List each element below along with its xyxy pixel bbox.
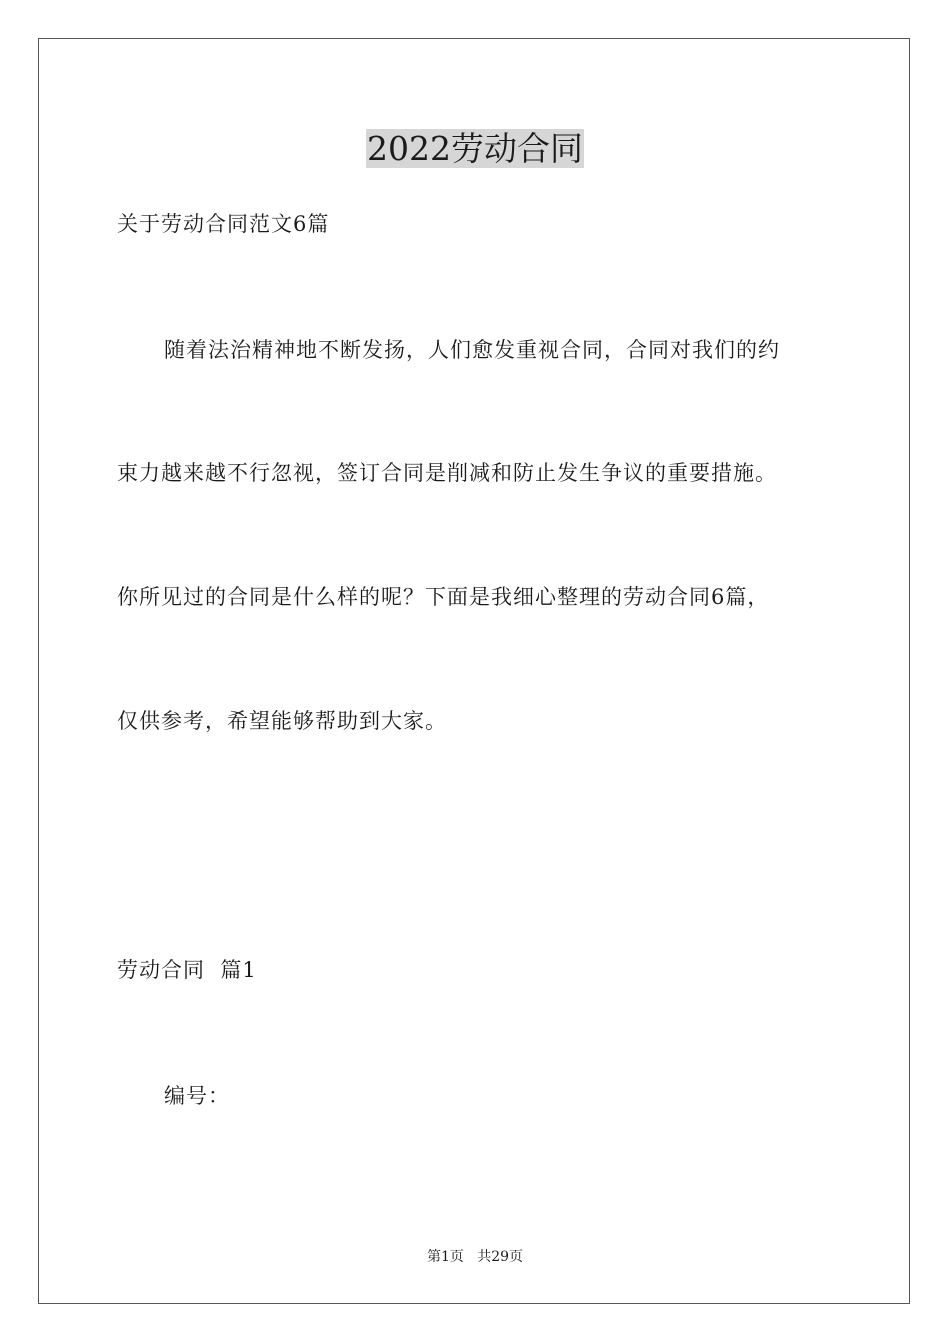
- section-heading: 劳动合同 篇1: [117, 958, 257, 982]
- document-title: [0, 128, 950, 170]
- paragraph-line-2: 束力越来越不行忽视，签订合同是削减和防止发生争议的重要措施。: [117, 461, 777, 485]
- paragraph-line-1: 随着法治精神地不断发扬，人们愈发重视合同，合同对我们的约: [164, 338, 780, 362]
- paragraph-line-3: 你所见过的合同是什么样的呢？下面是我细心整理的劳动合同6篇，: [117, 585, 770, 609]
- paragraph-line-4: 仅供参考，希望能够帮助到大家。: [117, 709, 447, 733]
- page-footer: 第1页 共29页: [426, 1249, 524, 1265]
- document-title-text: 2022劳动合同: [367, 129, 583, 168]
- document-subtitle: 关于劳动合同范文6篇: [117, 212, 330, 236]
- field-label-number: 编号：: [164, 1084, 230, 1108]
